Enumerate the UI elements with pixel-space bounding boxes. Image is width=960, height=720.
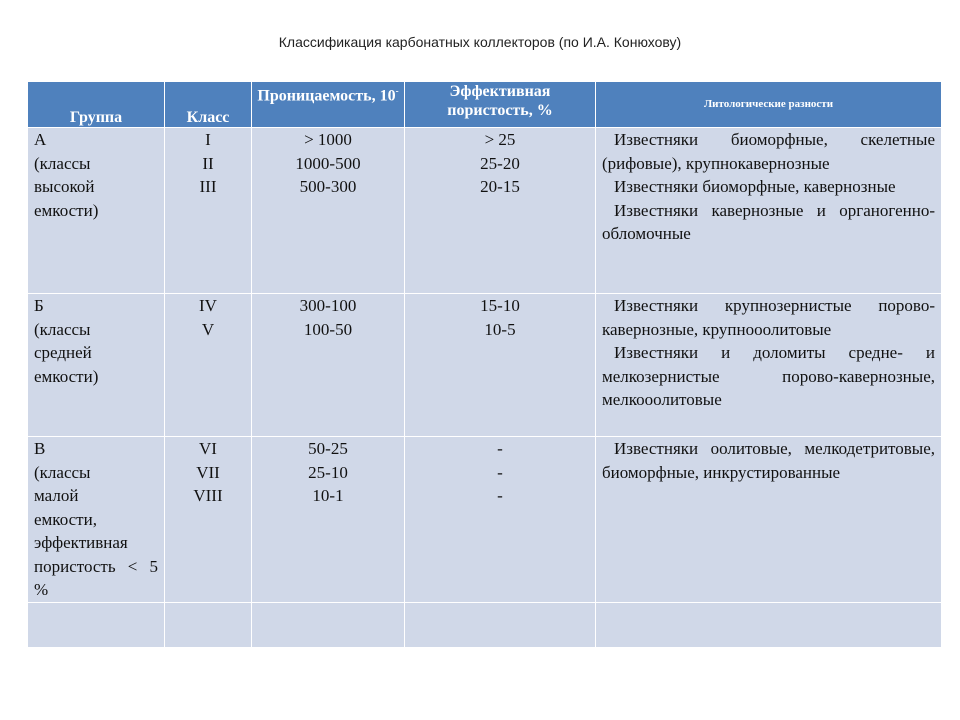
group-cell: А (классы высокой емкости) (28, 128, 165, 294)
permeability-cell: 50-25 25-10 10-1 (252, 437, 405, 603)
table-row (28, 437, 942, 603)
class-cell: IV V (165, 294, 252, 437)
header-lithology: Литологические разности (596, 82, 942, 128)
header-permeability: Проницаемость, 10- (252, 82, 405, 128)
table-row (28, 128, 942, 294)
class-cell: VI VII VIII (165, 437, 252, 603)
lithology-cell: Известняки оолитовые, мелкодетритовые, биоморфные, инкрустированные (596, 437, 942, 603)
empty-cell (165, 602, 252, 647)
lithology-cell: Известняки крупнозернистые порово-кавернозные, крупнооолитовые Известняки и доломиты средне- и мелкозернистые порово-кавернозные, мелкооолитовые (596, 294, 942, 437)
table-row-empty (28, 602, 942, 647)
header-porosity: Эффективная пористость, % (405, 82, 596, 128)
header-group: Группа (28, 82, 165, 128)
header-row (28, 82, 942, 128)
table-row (28, 294, 942, 437)
empty-cell (28, 602, 165, 647)
group-cell: В (классы малой емкости, эффективная пористость < 5 % (28, 437, 165, 603)
empty-cell (405, 602, 596, 647)
permeability-cell: 300-100 100-50 (252, 294, 405, 437)
class-cell: I II III (165, 128, 252, 294)
page-title: Классификация карбонатных коллекторов (по И.А. Конюхову) (278, 34, 682, 50)
porosity-cell: - - - (405, 437, 596, 603)
header-class: Класс (165, 82, 252, 128)
group-cell: Б (классы средней емкости) (28, 294, 165, 437)
porosity-cell: 15-10 10-5 (405, 294, 596, 437)
permeability-cell: > 1000 1000-500 500-300 (252, 128, 405, 294)
empty-cell (252, 602, 405, 647)
lithology-cell: Известняки биоморфные, скелетные (рифовые), крупнокавернозные Известняки биоморфные, кавернозные Известняки кавернозные и органогенно-обломочные (596, 128, 942, 294)
empty-cell (596, 602, 942, 647)
classification-table (27, 81, 942, 648)
porosity-cell: > 25 25-20 20-15 (405, 128, 596, 294)
